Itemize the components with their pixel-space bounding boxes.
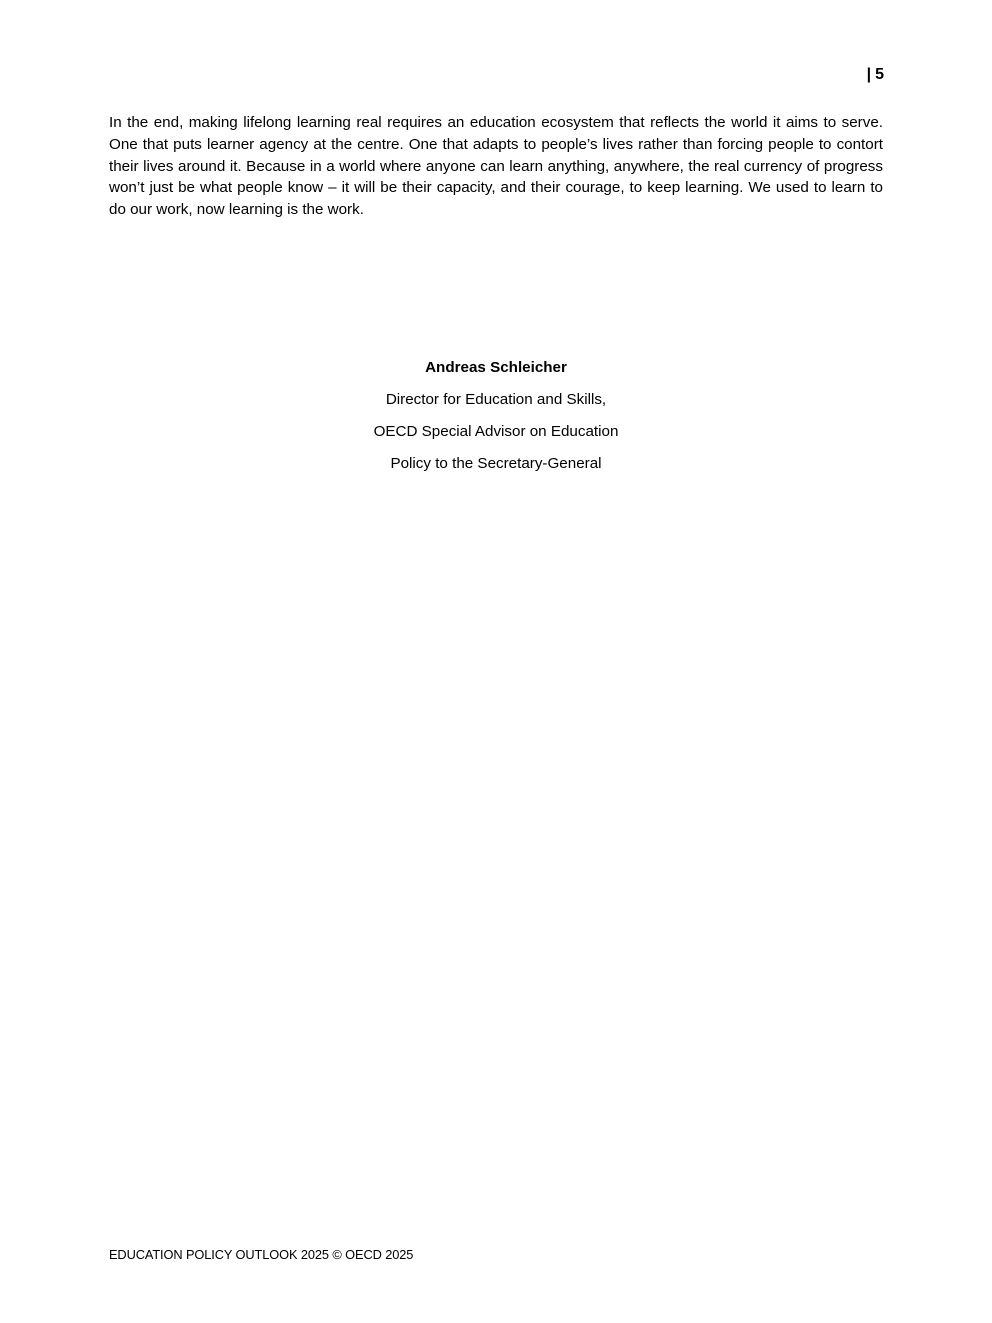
signature-name: Andreas Schleicher bbox=[425, 359, 567, 376]
signature-block bbox=[0, 356, 992, 484]
signature-title-line-1: Director for Education and Skills, bbox=[385, 391, 607, 408]
body-paragraph: In the end, making lifelong learning real requires an education ecosystem that reflects the world it aims to serve. One that puts learner agency at the centre. One that adapts to people’s lives rather than forcing people to contort their lives around it. Because in a world where anyone can learn anything, anywhere, the real currency of progress won’t just be what people know – it will be their capacity, and their courage, to keep learning. We used to learn to do our work, now learning is the work. bbox=[109, 114, 883, 219]
page-number-value: 5 bbox=[875, 66, 884, 83]
signature-title-line-2: OECD Special Advisor on Education bbox=[373, 423, 619, 440]
signature-title-line-3: Policy to the Secretary-General bbox=[390, 455, 602, 472]
page-footer: EDUCATION POLICY OUTLOOK 2025 © OECD 2025 bbox=[109, 1247, 414, 1262]
page-number-separator: | bbox=[866, 66, 872, 83]
page-number bbox=[867, 65, 884, 85]
